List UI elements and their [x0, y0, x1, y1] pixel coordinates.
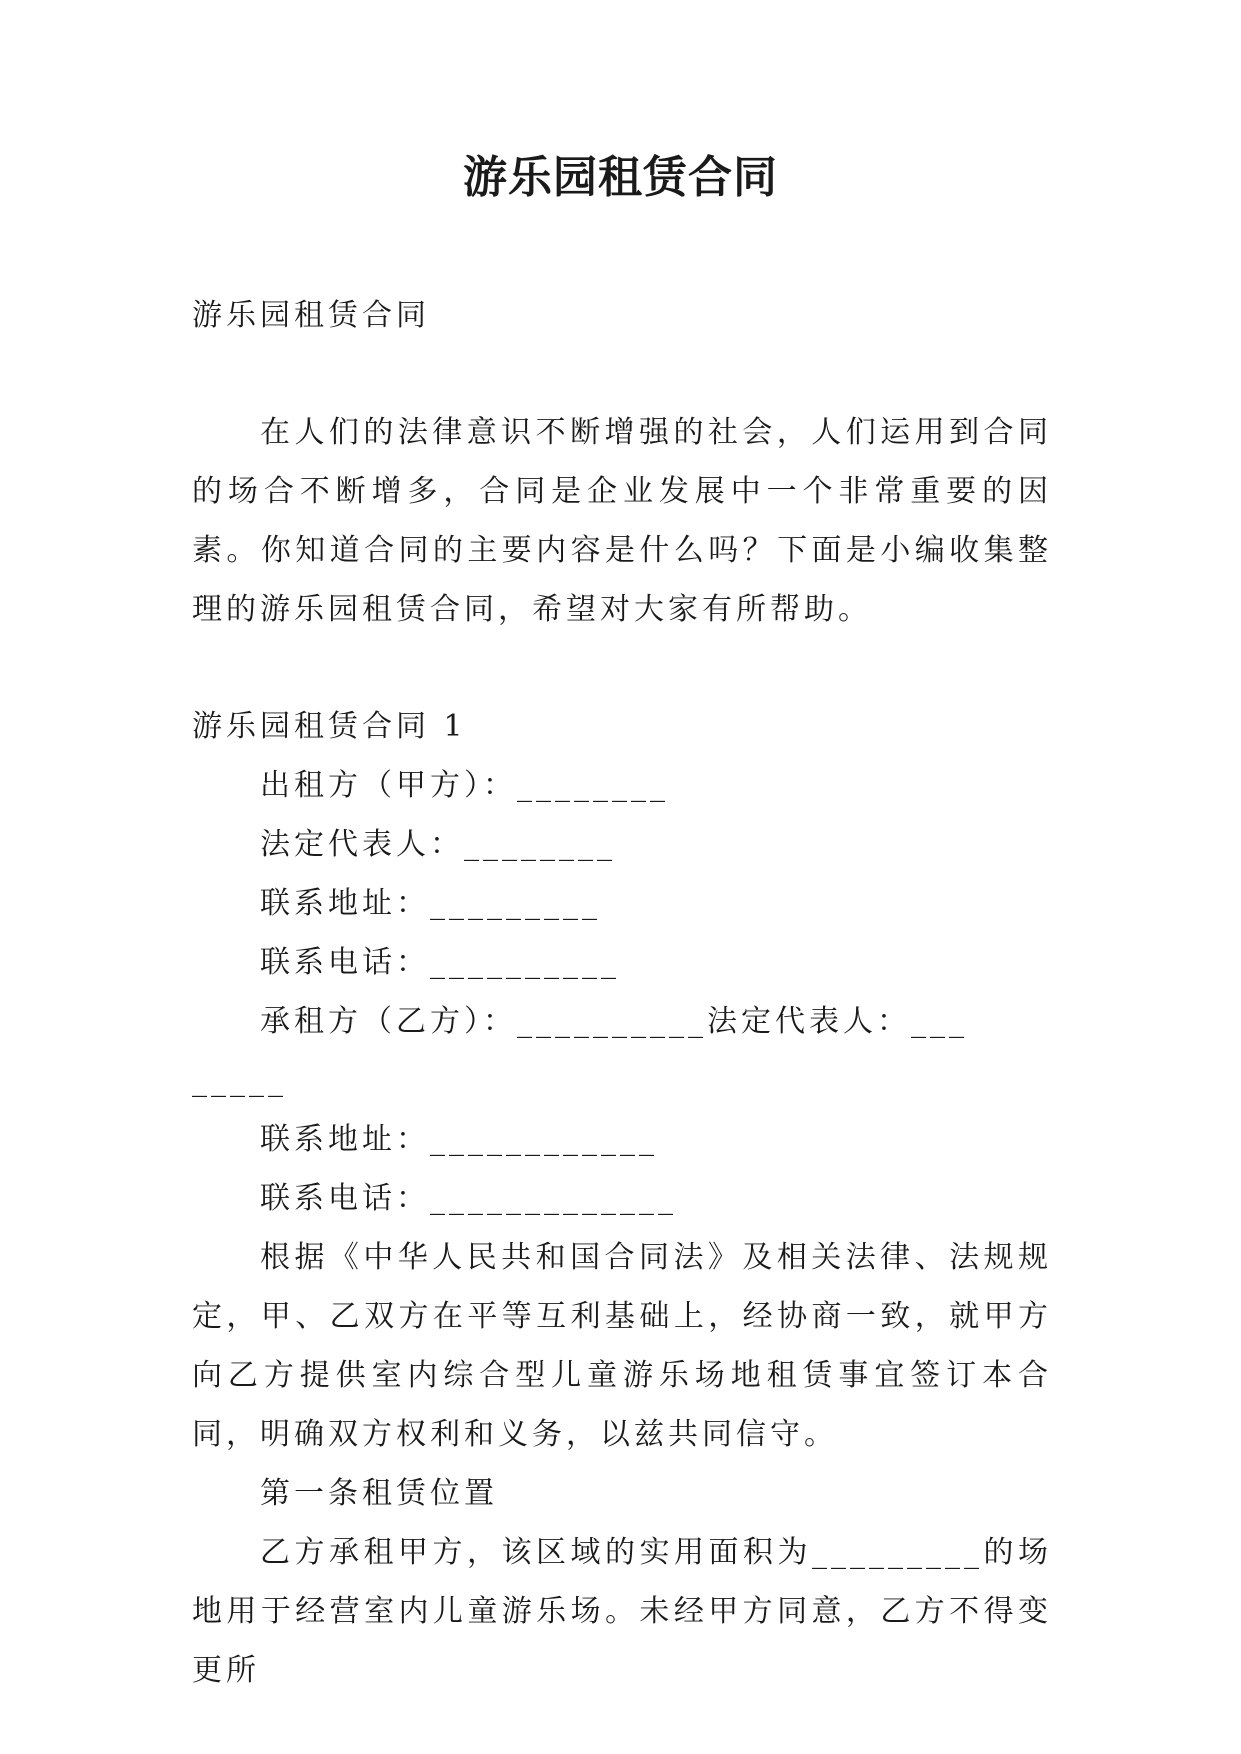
lessor-representative-field: 法定代表人：________ [260, 827, 616, 862]
section-heading: 游乐园租赁合同 1 [192, 709, 467, 744]
lessee-address-field: 联系地址：____________ [260, 1122, 658, 1157]
lessor-address-field: 联系地址：_________ [260, 886, 601, 921]
document-subtitle: 游乐园租赁合同 [192, 298, 430, 333]
document-title: 游乐园租赁合同 [463, 152, 778, 203]
lessor-phone-field: 联系电话：__________ [260, 945, 620, 980]
lessee-field: 承租方（乙方）：__________法定代表人：___ _____ [192, 1004, 968, 1098]
document-body [192, 286, 1052, 1700]
article-1-body: 乙方承租甲方，该区域的实用面积为_________的场地用于经营室内儿童游乐场。未经甲方同意，乙方不得变更所 [192, 1535, 1052, 1688]
intro-paragraph: 在人们的法律意识不断增强的社会，人们运用到合同的场合不断增多，合同是企业发展中一个非常重要的因素。你知道合同的主要内容是什么吗？下面是小编收集整理的游乐园租赁合同，希望对大家有所帮助。 [192, 415, 1052, 627]
lessor-field: 出租方（甲方）：________ [260, 768, 669, 803]
lessee-phone-field: 联系电话：_____________ [260, 1181, 677, 1216]
basis-paragraph: 根据《中华人民共和国合同法》及相关法律、法规规定，甲、乙双方在平等互利基础上，经协商一致，就甲方向乙方提供室内综合型儿童游乐场地租赁事宜签订本合同，明确双方权利和义务，以兹共同信守。 [192, 1240, 1052, 1452]
article-1-title: 第一条租赁位置 [260, 1476, 498, 1511]
